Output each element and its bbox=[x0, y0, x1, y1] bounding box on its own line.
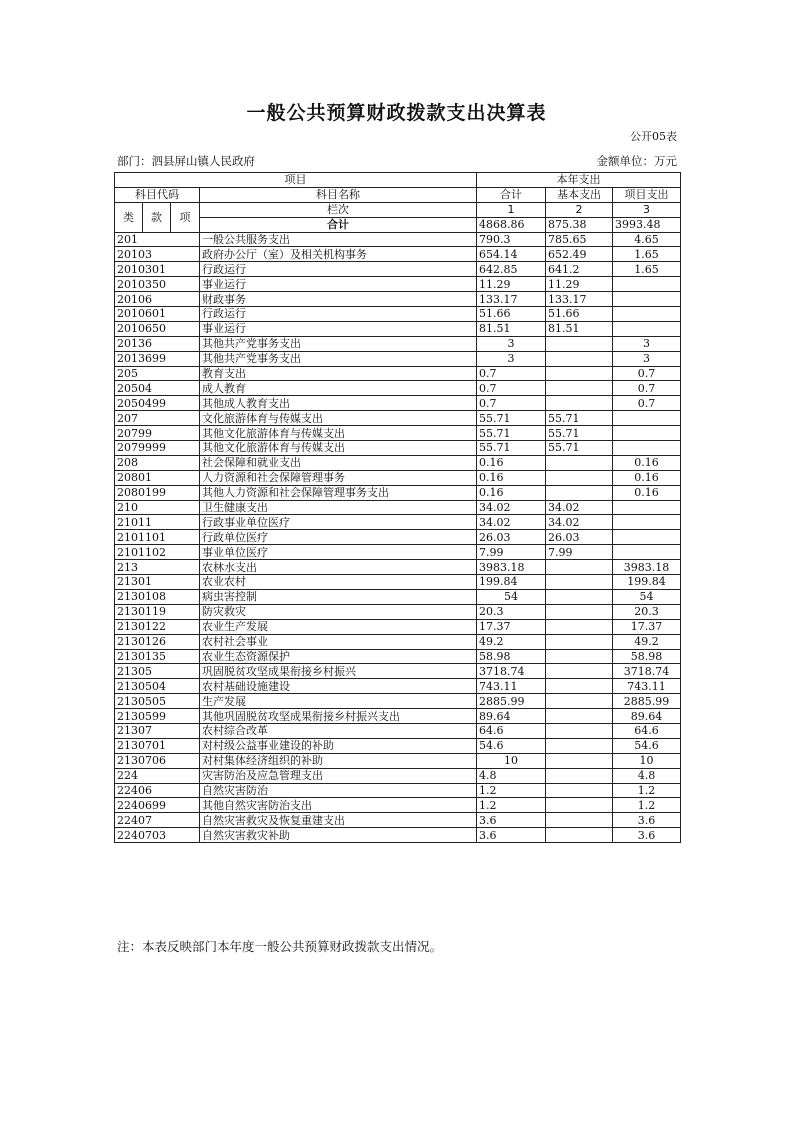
table-row bbox=[115, 321, 681, 336]
basic-cell bbox=[546, 470, 613, 485]
basic-cell bbox=[546, 634, 613, 649]
total-cell: 3983.18 bbox=[477, 560, 546, 575]
basic-cell: 55.71 bbox=[546, 411, 613, 426]
table-row bbox=[115, 709, 681, 724]
subject-name-cell: 农村社会事业 bbox=[200, 634, 477, 649]
project-cell bbox=[613, 411, 681, 426]
table-row bbox=[115, 664, 681, 679]
basic-cell: 652.49 bbox=[546, 247, 613, 262]
total-cell: 26.03 bbox=[477, 530, 546, 545]
table-row bbox=[115, 828, 681, 843]
subject-name-cell: 其他文化旅游体育与传媒支出 bbox=[200, 426, 477, 441]
project-cell: 199.84 bbox=[613, 575, 681, 590]
basic-cell bbox=[546, 828, 613, 843]
subject-name-cell: 自然灾害救灾补助 bbox=[200, 828, 477, 843]
project-cell: 3 bbox=[613, 351, 681, 366]
table-row bbox=[115, 545, 681, 560]
table-row bbox=[115, 589, 681, 604]
table-row bbox=[115, 470, 681, 485]
basic-cell: 55.71 bbox=[546, 441, 613, 456]
subject-name-cell: 其他文化旅游体育与传媒支出 bbox=[200, 441, 477, 456]
total-cell: 3.6 bbox=[477, 828, 546, 843]
project-cell: 0.7 bbox=[613, 366, 681, 381]
project-cell: 3 bbox=[613, 336, 681, 351]
table-row bbox=[115, 649, 681, 664]
header-row-3 bbox=[115, 202, 681, 217]
table-row bbox=[115, 292, 681, 307]
subject-code-cell: 21011 bbox=[115, 515, 200, 530]
header-subject-name: 科目名称 bbox=[200, 187, 477, 202]
header-project: 项目支出 bbox=[613, 187, 681, 202]
basic-cell: 26.03 bbox=[546, 530, 613, 545]
subject-name-cell: 农业生产发展 bbox=[200, 619, 477, 634]
subject-code-cell: 22407 bbox=[115, 813, 200, 828]
project-cell bbox=[613, 545, 681, 560]
basic-cell: 81.51 bbox=[546, 321, 613, 336]
basic-cell: 641.2 bbox=[546, 262, 613, 277]
table-row bbox=[115, 515, 681, 530]
table-row bbox=[115, 813, 681, 828]
subject-code-cell: 2010650 bbox=[115, 321, 200, 336]
header-row-2 bbox=[115, 187, 681, 202]
table-row bbox=[115, 694, 681, 709]
table-row bbox=[115, 530, 681, 545]
total-cell: 54.6 bbox=[477, 738, 546, 753]
sum-row bbox=[115, 217, 681, 232]
project-cell bbox=[613, 277, 681, 292]
basic-cell bbox=[546, 351, 613, 366]
basic-cell bbox=[546, 813, 613, 828]
subject-name-cell: 政府办公厅（室）及相关机构事务 bbox=[200, 247, 477, 262]
basic-cell bbox=[546, 560, 613, 575]
basic-cell: 34.02 bbox=[546, 515, 613, 530]
project-cell: 49.2 bbox=[613, 634, 681, 649]
table-row bbox=[115, 619, 681, 634]
total-cell: 790.3 bbox=[477, 232, 546, 247]
subject-name-cell: 其他人力资源和社会保障管理事务支出 bbox=[200, 485, 477, 500]
project-cell bbox=[613, 426, 681, 441]
subject-code-cell: 210 bbox=[115, 500, 200, 515]
basic-cell bbox=[546, 649, 613, 664]
total-cell: 11.29 bbox=[477, 277, 546, 292]
subject-code-cell: 2130108 bbox=[115, 589, 200, 604]
total-cell: 49.2 bbox=[477, 634, 546, 649]
total-cell: 20.3 bbox=[477, 604, 546, 619]
total-cell: 55.71 bbox=[477, 441, 546, 456]
subject-code-cell: 201 bbox=[115, 232, 200, 247]
total-cell: 3 bbox=[477, 351, 546, 366]
basic-cell bbox=[546, 798, 613, 813]
subject-code-cell: 2130135 bbox=[115, 649, 200, 664]
subject-code-cell: 2080199 bbox=[115, 485, 200, 500]
table-row bbox=[115, 768, 681, 783]
basic-cell bbox=[546, 604, 613, 619]
total-cell: 17.37 bbox=[477, 619, 546, 634]
total-cell: 199.84 bbox=[477, 575, 546, 590]
subject-name-cell: 灾害防治及应急管理支出 bbox=[200, 768, 477, 783]
basic-cell: 7.99 bbox=[546, 545, 613, 560]
subject-name-cell: 农林水支出 bbox=[200, 560, 477, 575]
basic-cell bbox=[546, 738, 613, 753]
table-row bbox=[115, 500, 681, 515]
header-year-expense: 本年支出 bbox=[477, 173, 681, 188]
form-number: 公开05表 bbox=[630, 130, 677, 143]
subject-code-cell: 2101101 bbox=[115, 530, 200, 545]
basic-cell bbox=[546, 679, 613, 694]
subject-name-cell: 对村级公益事业建设的补助 bbox=[200, 738, 477, 753]
basic-cell bbox=[546, 575, 613, 590]
table-row bbox=[115, 723, 681, 738]
project-cell: 1.2 bbox=[613, 798, 681, 813]
project-cell bbox=[613, 500, 681, 515]
basic-cell: 785.65 bbox=[546, 232, 613, 247]
project-cell: 0.16 bbox=[613, 455, 681, 470]
project-cell bbox=[613, 441, 681, 456]
total-cell: 133.17 bbox=[477, 292, 546, 307]
basic-cell: 133.17 bbox=[546, 292, 613, 307]
table-row bbox=[115, 277, 681, 292]
subject-name-cell: 防灾救灾 bbox=[200, 604, 477, 619]
subject-name-cell: 行政运行 bbox=[200, 307, 477, 322]
subject-name-cell: 农业生态资源保护 bbox=[200, 649, 477, 664]
project-cell: 1.65 bbox=[613, 262, 681, 277]
table-row bbox=[115, 262, 681, 277]
total-cell: 81.51 bbox=[477, 321, 546, 336]
subject-code-cell: 224 bbox=[115, 768, 200, 783]
table-row bbox=[115, 232, 681, 247]
subject-name-cell: 生产发展 bbox=[200, 694, 477, 709]
basic-cell bbox=[546, 619, 613, 634]
project-cell: 3.6 bbox=[613, 828, 681, 843]
header-item: 项目 bbox=[115, 173, 477, 188]
total-cell: 0.7 bbox=[477, 381, 546, 396]
basic-cell bbox=[546, 336, 613, 351]
header-xiang: 项 bbox=[171, 202, 200, 232]
total-cell: 55.71 bbox=[477, 426, 546, 441]
table-row bbox=[115, 738, 681, 753]
subject-name-cell: 其他共产党事务支出 bbox=[200, 351, 477, 366]
subject-code-cell: 207 bbox=[115, 411, 200, 426]
header-index-2: 2 bbox=[546, 202, 613, 217]
subject-name-cell: 卫生健康支出 bbox=[200, 500, 477, 515]
subject-name-cell: 其他共产党事务支出 bbox=[200, 336, 477, 351]
header-index-1: 1 bbox=[477, 202, 546, 217]
subject-code-cell: 205 bbox=[115, 366, 200, 381]
total-cell: 0.16 bbox=[477, 470, 546, 485]
project-cell: 10 bbox=[613, 753, 681, 768]
table-row bbox=[115, 307, 681, 322]
table-row bbox=[115, 426, 681, 441]
subject-code-cell: 2130701 bbox=[115, 738, 200, 753]
subject-name-cell: 事业单位医疗 bbox=[200, 545, 477, 560]
subject-code-cell: 20504 bbox=[115, 381, 200, 396]
subject-code-cell: 2010301 bbox=[115, 262, 200, 277]
subject-code-cell: 2079999 bbox=[115, 441, 200, 456]
total-cell: 3.6 bbox=[477, 813, 546, 828]
subject-name-cell: 其他自然灾害防治支出 bbox=[200, 798, 477, 813]
project-cell: 64.6 bbox=[613, 723, 681, 738]
basic-cell bbox=[546, 664, 613, 679]
subject-code-cell: 2130599 bbox=[115, 709, 200, 724]
table-row bbox=[115, 396, 681, 411]
subject-code-cell: 2130505 bbox=[115, 694, 200, 709]
table-row bbox=[115, 351, 681, 366]
basic-cell bbox=[546, 753, 613, 768]
project-cell bbox=[613, 515, 681, 530]
header-basic: 基本支出 bbox=[546, 187, 613, 202]
basic-cell bbox=[546, 768, 613, 783]
header-total: 合计 bbox=[477, 187, 546, 202]
subject-name-cell: 行政事业单位医疗 bbox=[200, 515, 477, 530]
table-row bbox=[115, 336, 681, 351]
project-cell: 2885.99 bbox=[613, 694, 681, 709]
project-cell: 4.65 bbox=[613, 232, 681, 247]
subject-code-cell: 2010350 bbox=[115, 277, 200, 292]
subject-name-cell: 自然灾害救灾及恢复重建支出 bbox=[200, 813, 477, 828]
subject-name-cell: 巩固脱贫攻坚成果衔接乡村振兴 bbox=[200, 664, 477, 679]
table-row bbox=[115, 485, 681, 500]
project-cell: 0.16 bbox=[613, 470, 681, 485]
subject-code-cell: 20801 bbox=[115, 470, 200, 485]
project-cell: 3983.18 bbox=[613, 560, 681, 575]
sum-project: 3993.48 bbox=[613, 217, 681, 232]
project-cell bbox=[613, 321, 681, 336]
table-row bbox=[115, 634, 681, 649]
subject-code-cell: 21307 bbox=[115, 723, 200, 738]
subject-name-cell: 成人教育 bbox=[200, 381, 477, 396]
total-cell: 51.66 bbox=[477, 307, 546, 322]
project-cell: 3718.74 bbox=[613, 664, 681, 679]
table-row bbox=[115, 783, 681, 798]
sum-total: 4868.86 bbox=[477, 217, 546, 232]
table-row bbox=[115, 247, 681, 262]
total-cell: 0.16 bbox=[477, 455, 546, 470]
total-cell: 34.02 bbox=[477, 500, 546, 515]
subject-code-cell: 21305 bbox=[115, 664, 200, 679]
department-label: 部门：泗县屏山镇人民政府 bbox=[117, 154, 255, 168]
table-row bbox=[115, 560, 681, 575]
basic-cell bbox=[546, 589, 613, 604]
total-cell: 54 bbox=[477, 589, 546, 604]
project-cell: 0.7 bbox=[613, 381, 681, 396]
subject-name-cell: 教育支出 bbox=[200, 366, 477, 381]
project-cell: 54.6 bbox=[613, 738, 681, 753]
table-row bbox=[115, 366, 681, 381]
subject-code-cell: 2130119 bbox=[115, 604, 200, 619]
total-cell: 89.64 bbox=[477, 709, 546, 724]
total-cell: 7.99 bbox=[477, 545, 546, 560]
subject-code-cell: 20103 bbox=[115, 247, 200, 262]
basic-cell bbox=[546, 709, 613, 724]
header-row-1 bbox=[115, 173, 681, 188]
subject-code-cell: 208 bbox=[115, 455, 200, 470]
subject-name-cell: 病虫害控制 bbox=[200, 589, 477, 604]
project-cell: 743.11 bbox=[613, 679, 681, 694]
project-cell bbox=[613, 292, 681, 307]
subject-code-cell: 2013699 bbox=[115, 351, 200, 366]
total-cell: 58.98 bbox=[477, 649, 546, 664]
project-cell bbox=[613, 307, 681, 322]
project-cell: 3.6 bbox=[613, 813, 681, 828]
total-cell: 0.16 bbox=[477, 485, 546, 500]
subject-code-cell: 2130706 bbox=[115, 753, 200, 768]
basic-cell: 11.29 bbox=[546, 277, 613, 292]
subject-name-cell: 社会保障和就业支出 bbox=[200, 455, 477, 470]
total-cell: 3718.74 bbox=[477, 664, 546, 679]
subject-name-cell: 行政单位医疗 bbox=[200, 530, 477, 545]
project-cell: 17.37 bbox=[613, 619, 681, 634]
table-note: 注：本表反映部门本年度一般公共预算财政拨款支出情况。 bbox=[117, 939, 443, 954]
header-column-index: 栏次 bbox=[200, 202, 477, 217]
subject-name-cell: 自然灾害防治 bbox=[200, 783, 477, 798]
basic-cell bbox=[546, 783, 613, 798]
subject-code-cell: 2240703 bbox=[115, 828, 200, 843]
table-row bbox=[115, 411, 681, 426]
total-cell: 10 bbox=[477, 753, 546, 768]
total-cell: 1.2 bbox=[477, 798, 546, 813]
basic-cell: 34.02 bbox=[546, 500, 613, 515]
subject-name-cell: 农村基础设施建设 bbox=[200, 679, 477, 694]
header-lei: 类 bbox=[115, 202, 143, 232]
subject-name-cell: 行政运行 bbox=[200, 262, 477, 277]
subject-name-cell: 一般公共服务支出 bbox=[200, 232, 477, 247]
subject-code-cell: 2010601 bbox=[115, 307, 200, 322]
total-cell: 0.7 bbox=[477, 396, 546, 411]
total-cell: 654.14 bbox=[477, 247, 546, 262]
project-cell: 0.16 bbox=[613, 485, 681, 500]
header-kuan: 款 bbox=[143, 202, 171, 232]
subject-name-cell: 财政事务 bbox=[200, 292, 477, 307]
subject-code-cell: 2240699 bbox=[115, 798, 200, 813]
project-cell: 0.7 bbox=[613, 396, 681, 411]
subject-name-cell: 农村综合改革 bbox=[200, 723, 477, 738]
subject-code-cell: 22406 bbox=[115, 783, 200, 798]
subject-name-cell: 文化旅游体育与传媒支出 bbox=[200, 411, 477, 426]
subject-code-cell: 213 bbox=[115, 560, 200, 575]
table-row bbox=[115, 381, 681, 396]
basic-cell bbox=[546, 723, 613, 738]
subject-name-cell: 其他成人教育支出 bbox=[200, 396, 477, 411]
subject-code-cell: 2130126 bbox=[115, 634, 200, 649]
total-cell: 64.6 bbox=[477, 723, 546, 738]
total-cell: 55.71 bbox=[477, 411, 546, 426]
basic-cell bbox=[546, 485, 613, 500]
table-row bbox=[115, 455, 681, 470]
amount-unit-label: 金额单位：万元 bbox=[596, 154, 677, 168]
total-cell: 0.7 bbox=[477, 366, 546, 381]
table-row bbox=[115, 798, 681, 813]
project-cell: 54 bbox=[613, 589, 681, 604]
basic-cell bbox=[546, 381, 613, 396]
basic-cell: 55.71 bbox=[546, 426, 613, 441]
project-cell: 20.3 bbox=[613, 604, 681, 619]
table-row bbox=[115, 679, 681, 694]
subject-code-cell: 2130122 bbox=[115, 619, 200, 634]
project-cell bbox=[613, 530, 681, 545]
subject-name-cell: 对村集体经济组织的补助 bbox=[200, 753, 477, 768]
expenditure-table bbox=[114, 172, 681, 843]
total-cell: 1.2 bbox=[477, 783, 546, 798]
total-cell: 2885.99 bbox=[477, 694, 546, 709]
sum-label: 合计 bbox=[200, 217, 477, 232]
project-cell: 58.98 bbox=[613, 649, 681, 664]
header-index-3: 3 bbox=[613, 202, 681, 217]
table-row bbox=[115, 753, 681, 768]
header-subject-code: 科目代码 bbox=[115, 187, 200, 202]
project-cell: 1.2 bbox=[613, 783, 681, 798]
subject-code-cell: 2101102 bbox=[115, 545, 200, 560]
total-cell: 3 bbox=[477, 336, 546, 351]
subject-code-cell: 2050499 bbox=[115, 396, 200, 411]
basic-cell: 51.66 bbox=[546, 307, 613, 322]
basic-cell bbox=[546, 455, 613, 470]
subject-name-cell: 农业农村 bbox=[200, 575, 477, 590]
project-cell: 89.64 bbox=[613, 709, 681, 724]
subject-name-cell: 其他巩固脱贫攻坚成果衔接乡村振兴支出 bbox=[200, 709, 477, 724]
table-row bbox=[115, 575, 681, 590]
basic-cell bbox=[546, 396, 613, 411]
subject-code-cell: 20136 bbox=[115, 336, 200, 351]
project-cell: 1.65 bbox=[613, 247, 681, 262]
subject-code-cell: 21301 bbox=[115, 575, 200, 590]
subject-name-cell: 事业运行 bbox=[200, 321, 477, 336]
page-title: 一般公共预算财政拨款支出决算表 bbox=[246, 102, 547, 124]
table-row bbox=[115, 604, 681, 619]
subject-name-cell: 事业运行 bbox=[200, 277, 477, 292]
sum-basic: 875.38 bbox=[546, 217, 613, 232]
subject-code-cell: 2130504 bbox=[115, 679, 200, 694]
total-cell: 4.8 bbox=[477, 768, 546, 783]
basic-cell bbox=[546, 366, 613, 381]
total-cell: 34.02 bbox=[477, 515, 546, 530]
project-cell: 4.8 bbox=[613, 768, 681, 783]
subject-code-cell: 20799 bbox=[115, 426, 200, 441]
basic-cell bbox=[546, 694, 613, 709]
subject-name-cell: 人力资源和社会保障管理事务 bbox=[200, 470, 477, 485]
table-row bbox=[115, 441, 681, 456]
total-cell: 642.85 bbox=[477, 262, 546, 277]
subject-code-cell: 20106 bbox=[115, 292, 200, 307]
total-cell: 743.11 bbox=[477, 679, 546, 694]
